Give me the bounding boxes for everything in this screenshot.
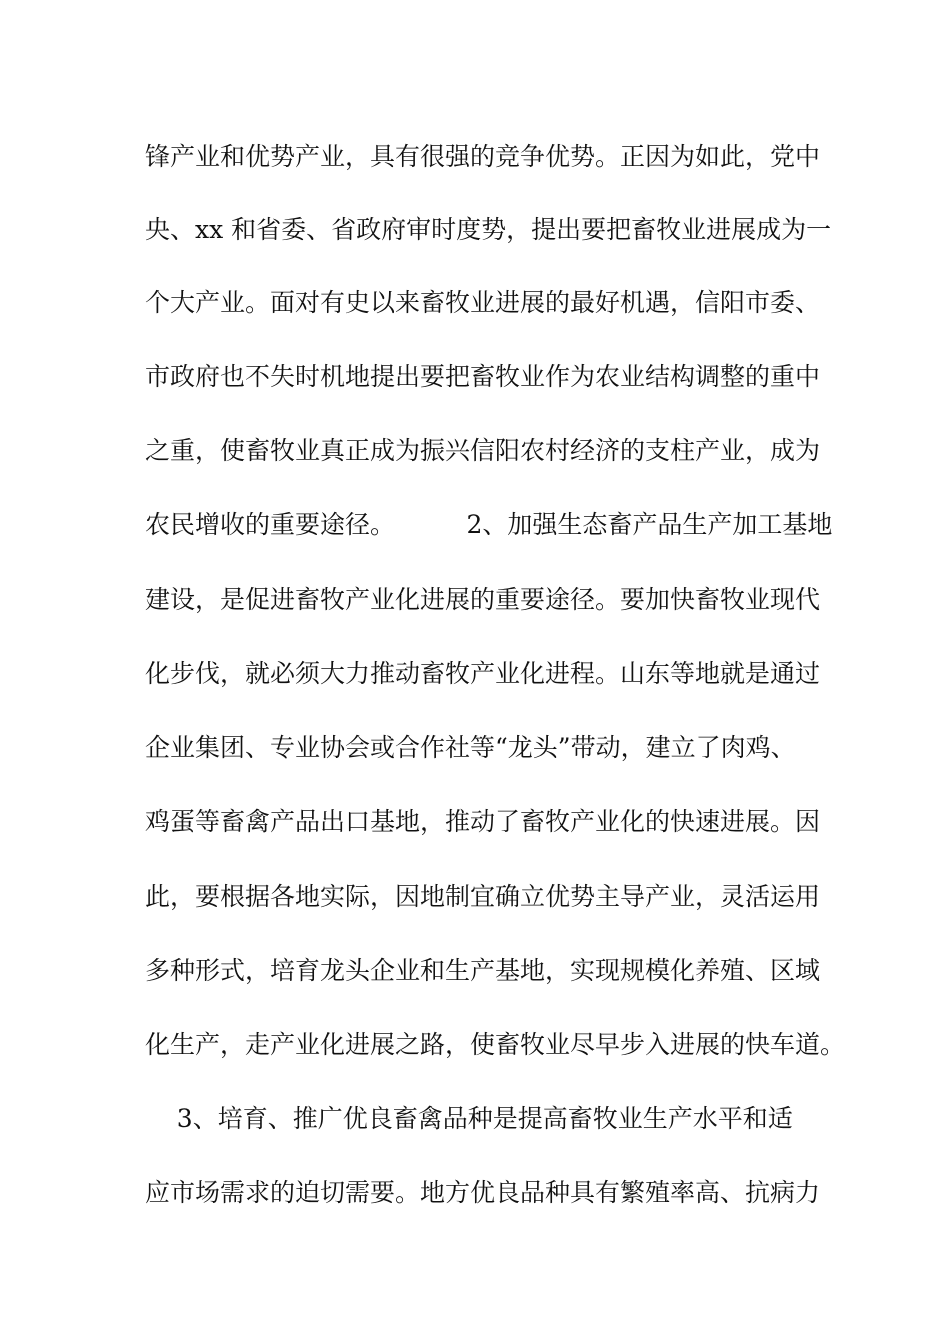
text-line: 个大产业。面对有史以来畜牧业进展的最好机遇，信阳市委、 (145, 288, 821, 317)
text-line: 化步伐，就必须大力推动畜牧产业化进程。山东等地就是通过 (145, 659, 821, 688)
text-line: 市政府也不失时机地提出要把畜牧业作为农业结构调整的重中 (145, 362, 821, 391)
text-line: 农民增收的重要途径。 2、加强生态畜产品生产加工基地 (145, 510, 833, 539)
text-line: 企业集团、专业协会或合作社等“龙头”带动，建立了肉鸡、 (145, 733, 796, 762)
text-line: 多种形式，培育龙头企业和生产基地，实现规模化养殖、区域 (145, 956, 821, 985)
text-line: 此，要根据各地实际，因地制宜确立优势主导产业，灵活运用 (145, 882, 821, 911)
text-line: 化生产，走产业化进展之路，使畜牧业尽早步入进展的快车道。 (145, 1030, 846, 1059)
text-line: 锋产业和优势产业，具有很强的竞争优势。正因为如此，党中 (145, 142, 821, 171)
text-line: 3、培育、推广优良畜禽品种是提高畜牧业生产水平和适 (145, 1104, 793, 1133)
text-line: 应市场需求的迫切需要。地方优良品种具有繁殖率高、抗病力 (145, 1178, 821, 1207)
text-line: 建设，是促进畜牧产业化进展的重要途径。要加快畜牧业现代 (145, 585, 821, 614)
text-line: 央、xx 和省委、省政府审时度势，提出要把畜牧业进展成为一 (145, 215, 832, 244)
text-line: 之重，使畜牧业真正成为振兴信阳农村经济的支柱产业，成为 (145, 436, 821, 465)
text-line: 鸡蛋等畜禽产品出口基地，推动了畜牧产业化的快速进展。因 (145, 807, 821, 836)
